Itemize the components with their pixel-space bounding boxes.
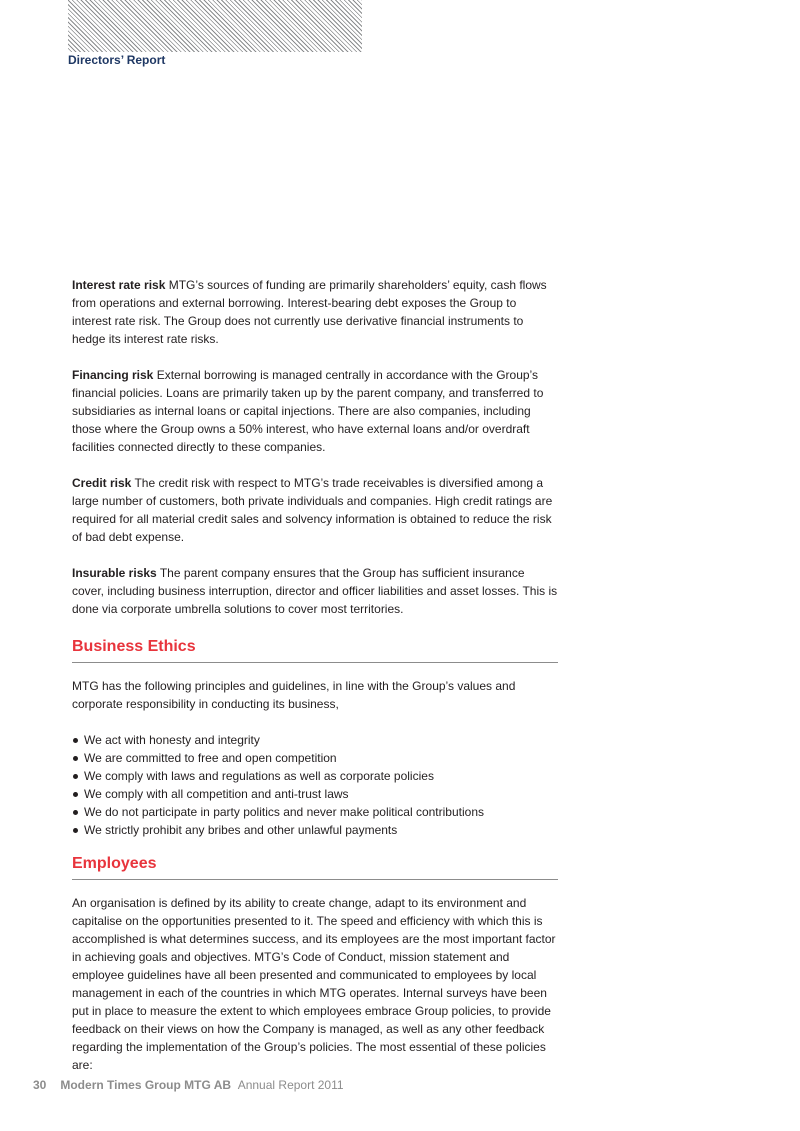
section-label: Directors’ Report	[68, 53, 166, 67]
risk-text: The credit risk with respect to MTG’s trade receivables is diversified among a large number of customers, both private individuals and companies. High credit ratings are required for all material credit sales and solvency information is obtained to reduce the risk of bad debt expense.	[72, 476, 553, 544]
risk-title: Interest rate risk	[72, 278, 166, 292]
list-item: We comply with laws and regulations as well as corporate policies	[72, 767, 558, 785]
list-item: We comply with all competition and anti-trust laws	[72, 785, 558, 803]
risk-paragraph-financing	[72, 366, 558, 456]
list-item: We are committed to free and open competition	[72, 749, 558, 767]
page-number: 30	[33, 1078, 47, 1092]
ethics-bullet-list	[72, 731, 558, 839]
business-ethics-intro: MTG has the following principles and guidelines, in line with the Group’s values and corporate responsibility in conducting its business,	[72, 679, 516, 711]
footer-company: Modern Times Group MTG AB	[60, 1078, 232, 1092]
list-item: We act with honesty and integrity	[72, 731, 558, 749]
footer-report: Annual Report 2011	[237, 1078, 344, 1092]
employees-heading: Employees	[72, 853, 558, 880]
list-item: We do not participate in party politics and never make political contributions	[72, 803, 558, 821]
risk-title: Insurable risks	[72, 566, 157, 580]
page-footer	[33, 1078, 344, 1092]
risk-title: Financing risk	[72, 368, 154, 382]
risk-title: Credit risk	[72, 476, 132, 490]
risk-text: External borrowing is managed centrally in accordance with the Group’s financial policies. Loans are primarily taken up by the parent company, and transferred to subsidiaries as internal loans or capital injections. There are also companies, including those where the Group owns a 50% interest, who have external loans and/or overdraft facilities connected directly to these companies.	[72, 368, 544, 454]
business-ethics-heading: Business Ethics	[72, 636, 558, 663]
risk-paragraph-interest	[72, 276, 558, 348]
list-item: We strictly prohibit any bribes and other unlawful payments	[72, 821, 558, 839]
risk-text: The parent company ensures that the Group has sufficient insurance cover, including business interruption, director and officer liabilities and asset losses. This is done via corporate umbrella solutions to cover most territories.	[72, 566, 558, 616]
risk-paragraph-insurable	[72, 564, 558, 618]
risk-text: MTG’s sources of funding are primarily shareholders’ equity, cash flows from operations and external borrowing. Interest-bearing debt exposes the Group to interest rate risk. The Group does not currently use derivative financial instruments to hedge its interest rate risks.	[72, 278, 547, 346]
risk-paragraph-credit	[72, 474, 558, 546]
main-content	[72, 276, 558, 1092]
employees-paragraph: An organisation is defined by its ability to create change, adapt to its environment and capitalise on the opportunities presented to it. The speed and efficiency with which this is accomplished is what determines success, and its employees are the most important factor in achieving goals and objectives. MTG’s Code of Conduct, mission statement and employee guidelines have all been presented and communicated to employees by local management in each of the countries in which MTG operates. Internal surveys have been put in place to measure the extent to which employees embrace Group policies, to provide feedback on their views on how the Company is managed, as well as any other feedback regarding the implementation of the Group’s policies. The most essential of these policies are:	[72, 896, 556, 1072]
header-hatch-pattern	[68, 0, 362, 52]
